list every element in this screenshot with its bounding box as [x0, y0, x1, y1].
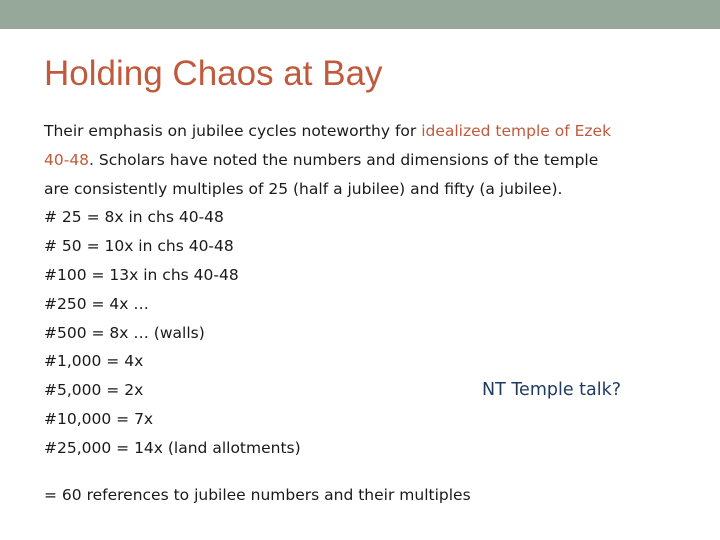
list-item: #250 = 4x … — [44, 294, 149, 313]
list-item: #1,000 = 4x — [44, 352, 144, 371]
temple-reference: idealized temple of Ezek — [421, 122, 612, 140]
list-item: #500 = 8x … (walls) — [44, 323, 205, 342]
intro-line-2 — [44, 146, 684, 175]
summary-line: = 60 references to jubilee numbers and their multiples — [44, 486, 471, 504]
list-item: # 50 = 10x in chs 40-48 — [44, 237, 234, 256]
list-item: # 25 = 8x in chs 40-48 — [44, 208, 224, 227]
nt-temple-callout: NT Temple talk? — [482, 380, 622, 400]
intro-text: . Scholars have noted the numbers and dimensions of the temple — [89, 150, 599, 169]
slide-title: Holding Chaos at Bay — [44, 54, 383, 93]
list-item: #10,000 = 7x — [44, 409, 154, 428]
slide-body — [44, 117, 684, 463]
list-item: #25,000 = 14x (land allotments) — [44, 438, 301, 457]
top-accent-bar — [0, 0, 720, 29]
chapter-range: 40-48 — [44, 150, 90, 169]
list-item: #100 = 13x in chs 40-48 — [44, 265, 239, 284]
intro-line-1 — [44, 117, 684, 146]
list-item: #5,000 = 2x — [44, 381, 144, 400]
intro-text: Their emphasis on jubilee cycles noteworthy for — [44, 122, 422, 140]
intro-line-3: are consistently multiples of 25 (half a jubilee) and fifty (a jubilee). — [44, 179, 563, 198]
